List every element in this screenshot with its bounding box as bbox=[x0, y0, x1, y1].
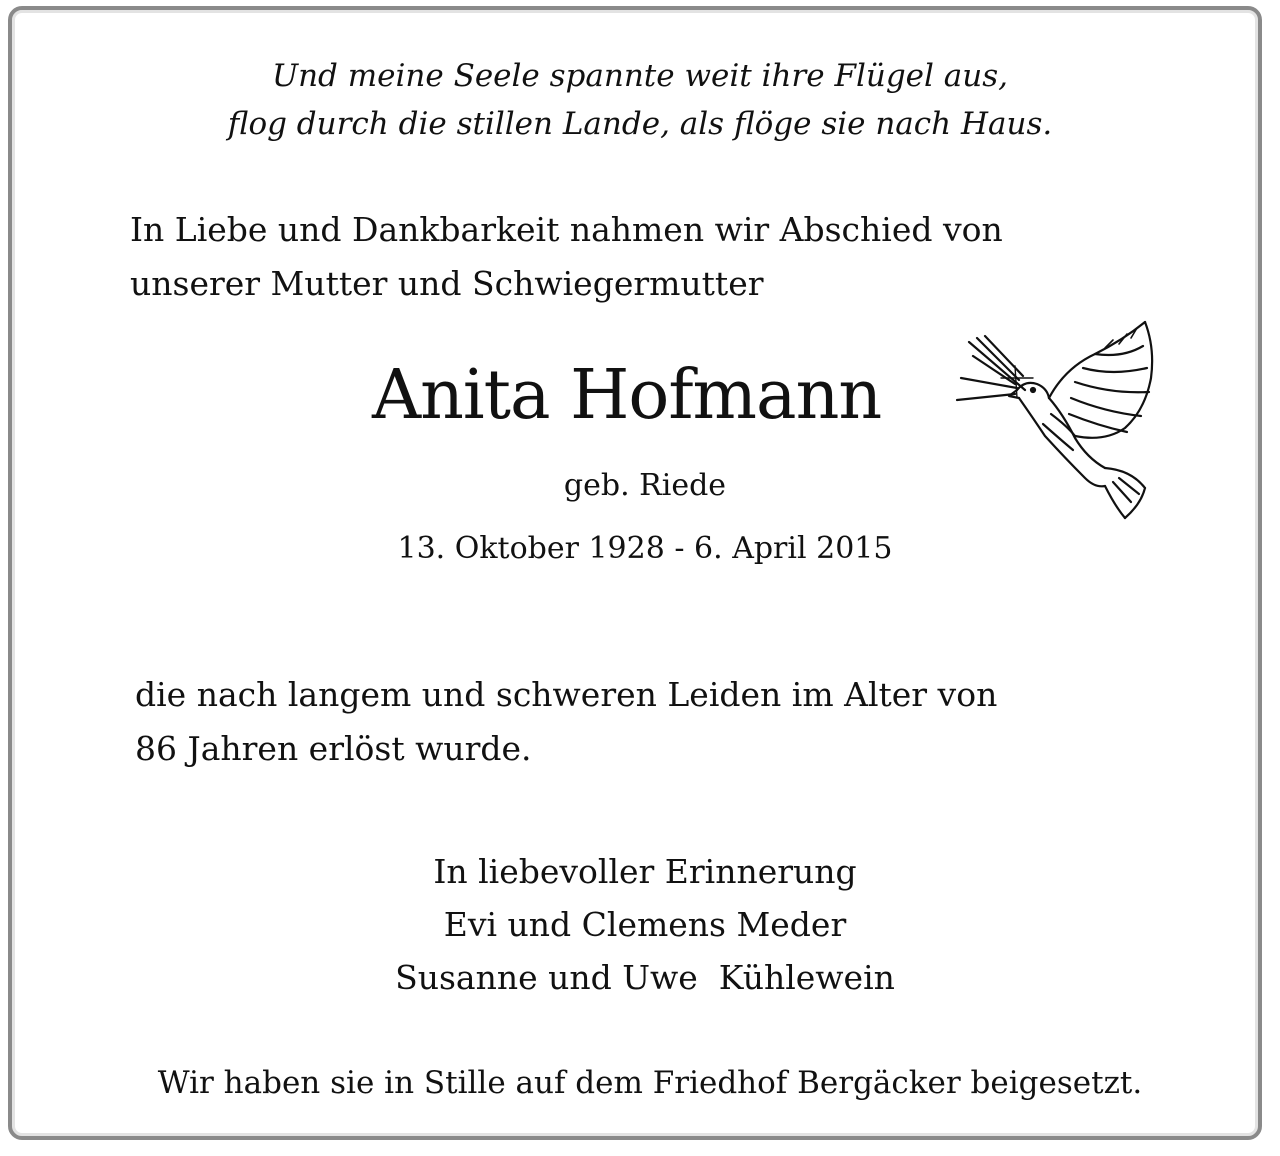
body-line-2: 86 Jahren erlöst wurde. bbox=[135, 729, 532, 768]
intro-line-2: unserer Mutter und Schwiegermutter bbox=[130, 264, 764, 303]
closing-line-3: Susanne und Uwe Kühlewein bbox=[395, 958, 895, 997]
life-dates: 13. Oktober 1928 - 6. April 2015 bbox=[397, 531, 893, 566]
closing-line-1: In liebevoller Erinnerung bbox=[433, 852, 857, 891]
body-line-1: die nach langem und schweren Leiden im Alter von bbox=[135, 675, 998, 714]
maiden-name: geb. Riede bbox=[563, 468, 727, 503]
deceased-name: Anita Hofmann bbox=[372, 356, 882, 435]
closing-line-2: Evi und Clemens Meder bbox=[443, 905, 847, 944]
verse-line-2: flog durch die stillen Lande, als flöge sie nach Haus. bbox=[227, 106, 1053, 142]
intro-line-1: In Liebe und Dankbarkeit nahmen wir Abschied von bbox=[130, 210, 1003, 249]
burial-note: Wir haben sie in Stille auf dem Friedhof Bergäcker beigesetzt. bbox=[157, 1065, 1143, 1101]
verse-line-1: Und meine Seele spannte weit ihre Flügel aus, bbox=[271, 58, 1009, 94]
